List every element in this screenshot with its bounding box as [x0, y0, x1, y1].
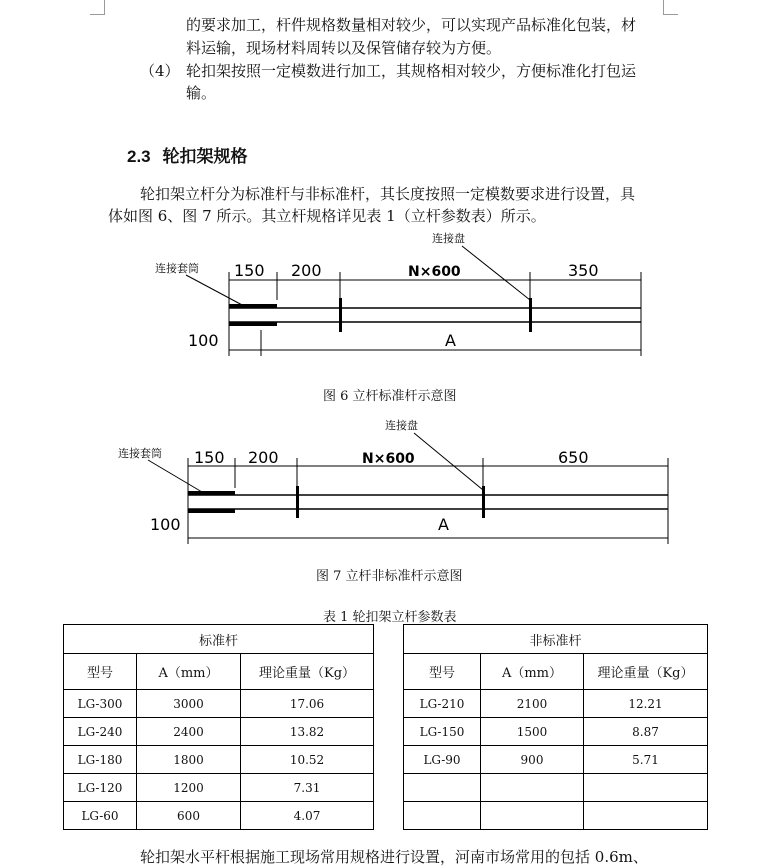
cell-model: LG-60: [64, 802, 137, 830]
fig6-sleeve-bottom: [229, 322, 277, 326]
section-title: 轮扣架规格: [162, 147, 248, 167]
cell-weight: 10.52: [241, 746, 374, 774]
intro-paragraph-line2: 体如图 6、图 7 所示。其立杆规格详见表 1（立杆参数表）所示。: [108, 207, 546, 225]
cell-model: LG-90: [404, 746, 481, 774]
fig6-dim-200: 200: [291, 261, 322, 280]
cell-weight: 13.82: [241, 718, 374, 746]
cell-length: [481, 774, 584, 802]
intro-paragraph-line1: 轮扣架立杆分为标准杆与非标准杆，其长度按照一定模数要求进行设置，具: [140, 185, 636, 203]
figure-6-caption: 图 6 立杆标准杆示意图: [323, 389, 457, 404]
table-row: [64, 718, 374, 746]
table-row: [64, 690, 374, 718]
header-model: 型号: [64, 654, 137, 690]
table-row: [64, 774, 374, 802]
table-row: [404, 690, 708, 718]
table-caption: 表 1 轮扣架立杆参数表: [323, 610, 457, 625]
cell-model: LG-300: [64, 690, 137, 718]
fig6-disc-last: [529, 298, 532, 332]
header-theoretical-weight: 理论重量（Kg）: [241, 654, 374, 690]
cell-weight: 8.87: [584, 718, 708, 746]
table-row: [404, 802, 708, 830]
cell-model: LG-180: [64, 746, 137, 774]
fig7-dim-a: A: [438, 515, 449, 534]
cell-weight: 17.06: [241, 690, 374, 718]
header-length-a: A（mm）: [481, 654, 584, 690]
fig6-dim-n600: N×600: [408, 264, 461, 280]
cell-weight: [584, 802, 708, 830]
table-row: [404, 746, 708, 774]
fig7-label-connecting-sleeve: 连接套筒: [118, 447, 162, 460]
fig7-dim-150: 150: [194, 448, 225, 467]
cell-weight: 12.21: [584, 690, 708, 718]
paragraph-continuation-line2: 料运输，现场材料周转以及保管储存较为方便。: [186, 39, 502, 57]
table-row: [404, 774, 708, 802]
fig7-disc-first: [296, 486, 299, 518]
table-row: [404, 718, 708, 746]
figure-6-diagram: [0, 225, 779, 365]
fig7-dim-100: 100: [150, 515, 181, 534]
cell-model: [404, 802, 481, 830]
fig7-label-connecting-disc: 连接盘: [385, 419, 418, 432]
list-item-line2: 输。: [186, 84, 217, 102]
fig7-dim-200: 200: [248, 448, 279, 467]
cell-weight: 5.71: [584, 746, 708, 774]
fig6-leader-disc: [462, 246, 530, 300]
header-length-a: A（mm）: [137, 654, 241, 690]
cell-length: 1200: [137, 774, 241, 802]
fig7-leader-disc: [414, 433, 483, 490]
fig7-disc-last: [482, 486, 485, 518]
fig6-dim-100: 100: [188, 331, 219, 350]
cell-weight: 7.31: [241, 774, 374, 802]
paragraph-continuation-line1: 的要求加工，杆件规格数量相对较少，可以实现产品标准化包装，材: [186, 16, 637, 34]
fig6-dim-end: 350: [568, 261, 599, 280]
page-corner-mark-left: [90, 0, 105, 15]
figure-7-caption: 图 7 立杆非标准杆示意图: [316, 569, 463, 584]
standard-pole-title: 标准杆: [64, 625, 374, 654]
fig7-dim-end: 650: [558, 448, 589, 467]
fig6-label-connecting-disc: 连接盘: [432, 232, 465, 245]
cell-model: LG-120: [64, 774, 137, 802]
cell-length: 3000: [137, 690, 241, 718]
fig6-label-connecting-sleeve: 连接套筒: [155, 262, 199, 275]
cell-model: [404, 774, 481, 802]
bottom-paragraph-line: 轮扣架水平杆根据施工现场常用规格进行设置，河南市场常用的包括 0.6m、: [140, 848, 648, 866]
table-row: [64, 802, 374, 830]
section-heading: [127, 142, 247, 167]
cell-length: 1800: [137, 746, 241, 774]
cell-length: 900: [481, 746, 584, 774]
list-item-number: （4）: [140, 62, 180, 80]
cell-length: 2400: [137, 718, 241, 746]
cell-length: 2100: [481, 690, 584, 718]
figure-7-diagram: [0, 415, 779, 545]
fig7-dim-n600: N×600: [362, 451, 415, 467]
list-item-line1: 轮扣架按照一定模数进行加工，其规格相对较少，方便标准化打包运: [186, 62, 637, 80]
fig7-sleeve-bottom: [188, 509, 235, 513]
header-model: 型号: [404, 654, 481, 690]
cell-weight: [584, 774, 708, 802]
cell-model: LG-240: [64, 718, 137, 746]
fig6-dim-150: 150: [234, 261, 265, 280]
fig6-dim-a: A: [445, 331, 456, 350]
cell-length: 1500: [481, 718, 584, 746]
cell-length: 600: [137, 802, 241, 830]
cell-weight: 4.07: [241, 802, 374, 830]
nonstandard-pole-title: 非标准杆: [404, 625, 708, 654]
cell-model: LG-210: [404, 690, 481, 718]
page-corner-mark-right: [663, 0, 678, 15]
cell-length: [481, 802, 584, 830]
fig6-sleeve-top: [229, 304, 277, 308]
cell-model: LG-150: [404, 718, 481, 746]
nonstandard-pole-table: [403, 624, 708, 830]
standard-pole-table: [63, 624, 374, 830]
fig7-sleeve-top: [188, 491, 235, 495]
table-row: [64, 746, 374, 774]
fig6-disc-first: [339, 298, 342, 332]
header-theoretical-weight: 理论重量（Kg）: [584, 654, 708, 690]
section-number: 2.3: [127, 147, 151, 166]
